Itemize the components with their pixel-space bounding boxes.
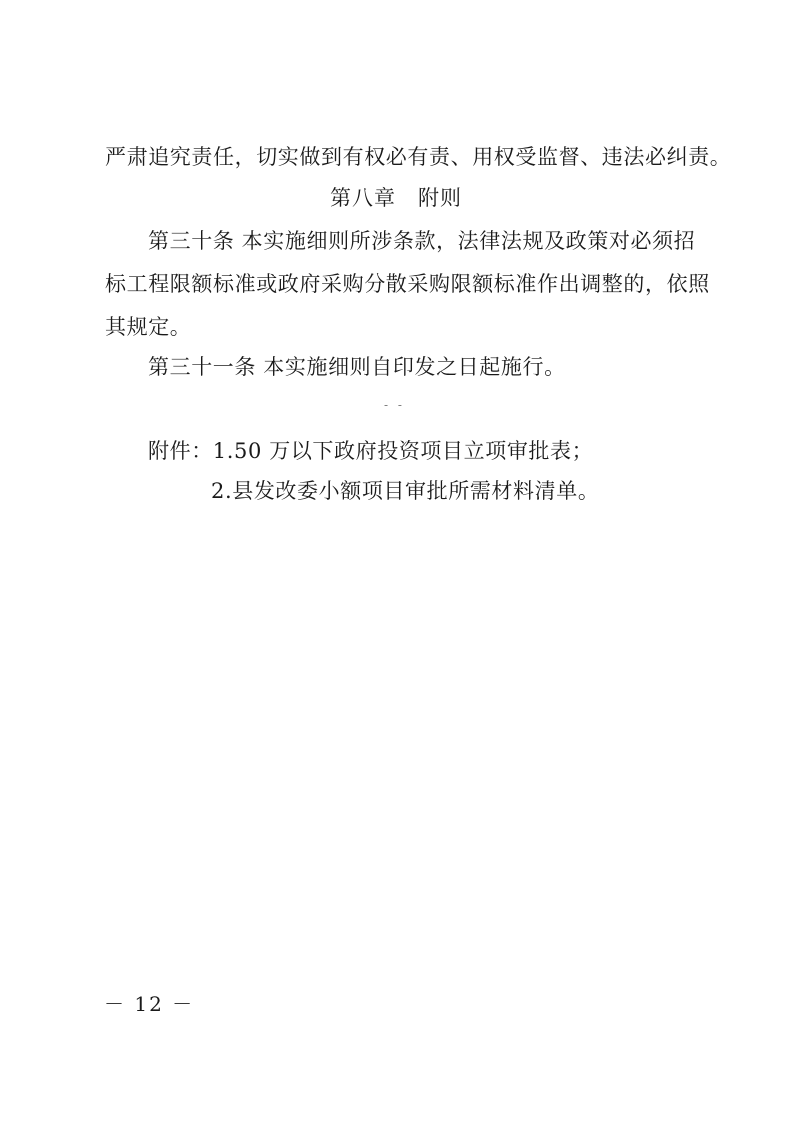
text-line-responsibility: 严肃追究责任，切实做到有权必有责、用权受监督、违法必纠责。 [105, 145, 732, 169]
attachment-2: 2.县发改委小额项目审批所需材料清单。 [211, 479, 600, 503]
article-31: 第三十一条 本实施细则自印发之日起施行。 [148, 355, 566, 379]
article-30-line-2: 标工程限额标准或政府采购分散采购限额标准作出调整的，依照 [105, 272, 710, 296]
chapter-heading: 第八章 附则 [330, 186, 462, 210]
page-number: － 12 － [104, 992, 195, 1016]
article-30-line-3: 其规定。 [105, 315, 192, 339]
attachment-1: 附件：1.50 万以下政府投资项目立项审批表； [148, 439, 594, 463]
article-30-line-1: 第三十条 本实施细则所涉条款，法律法规及政策对必须招 [148, 229, 696, 253]
separator-mark: - - [384, 398, 405, 412]
